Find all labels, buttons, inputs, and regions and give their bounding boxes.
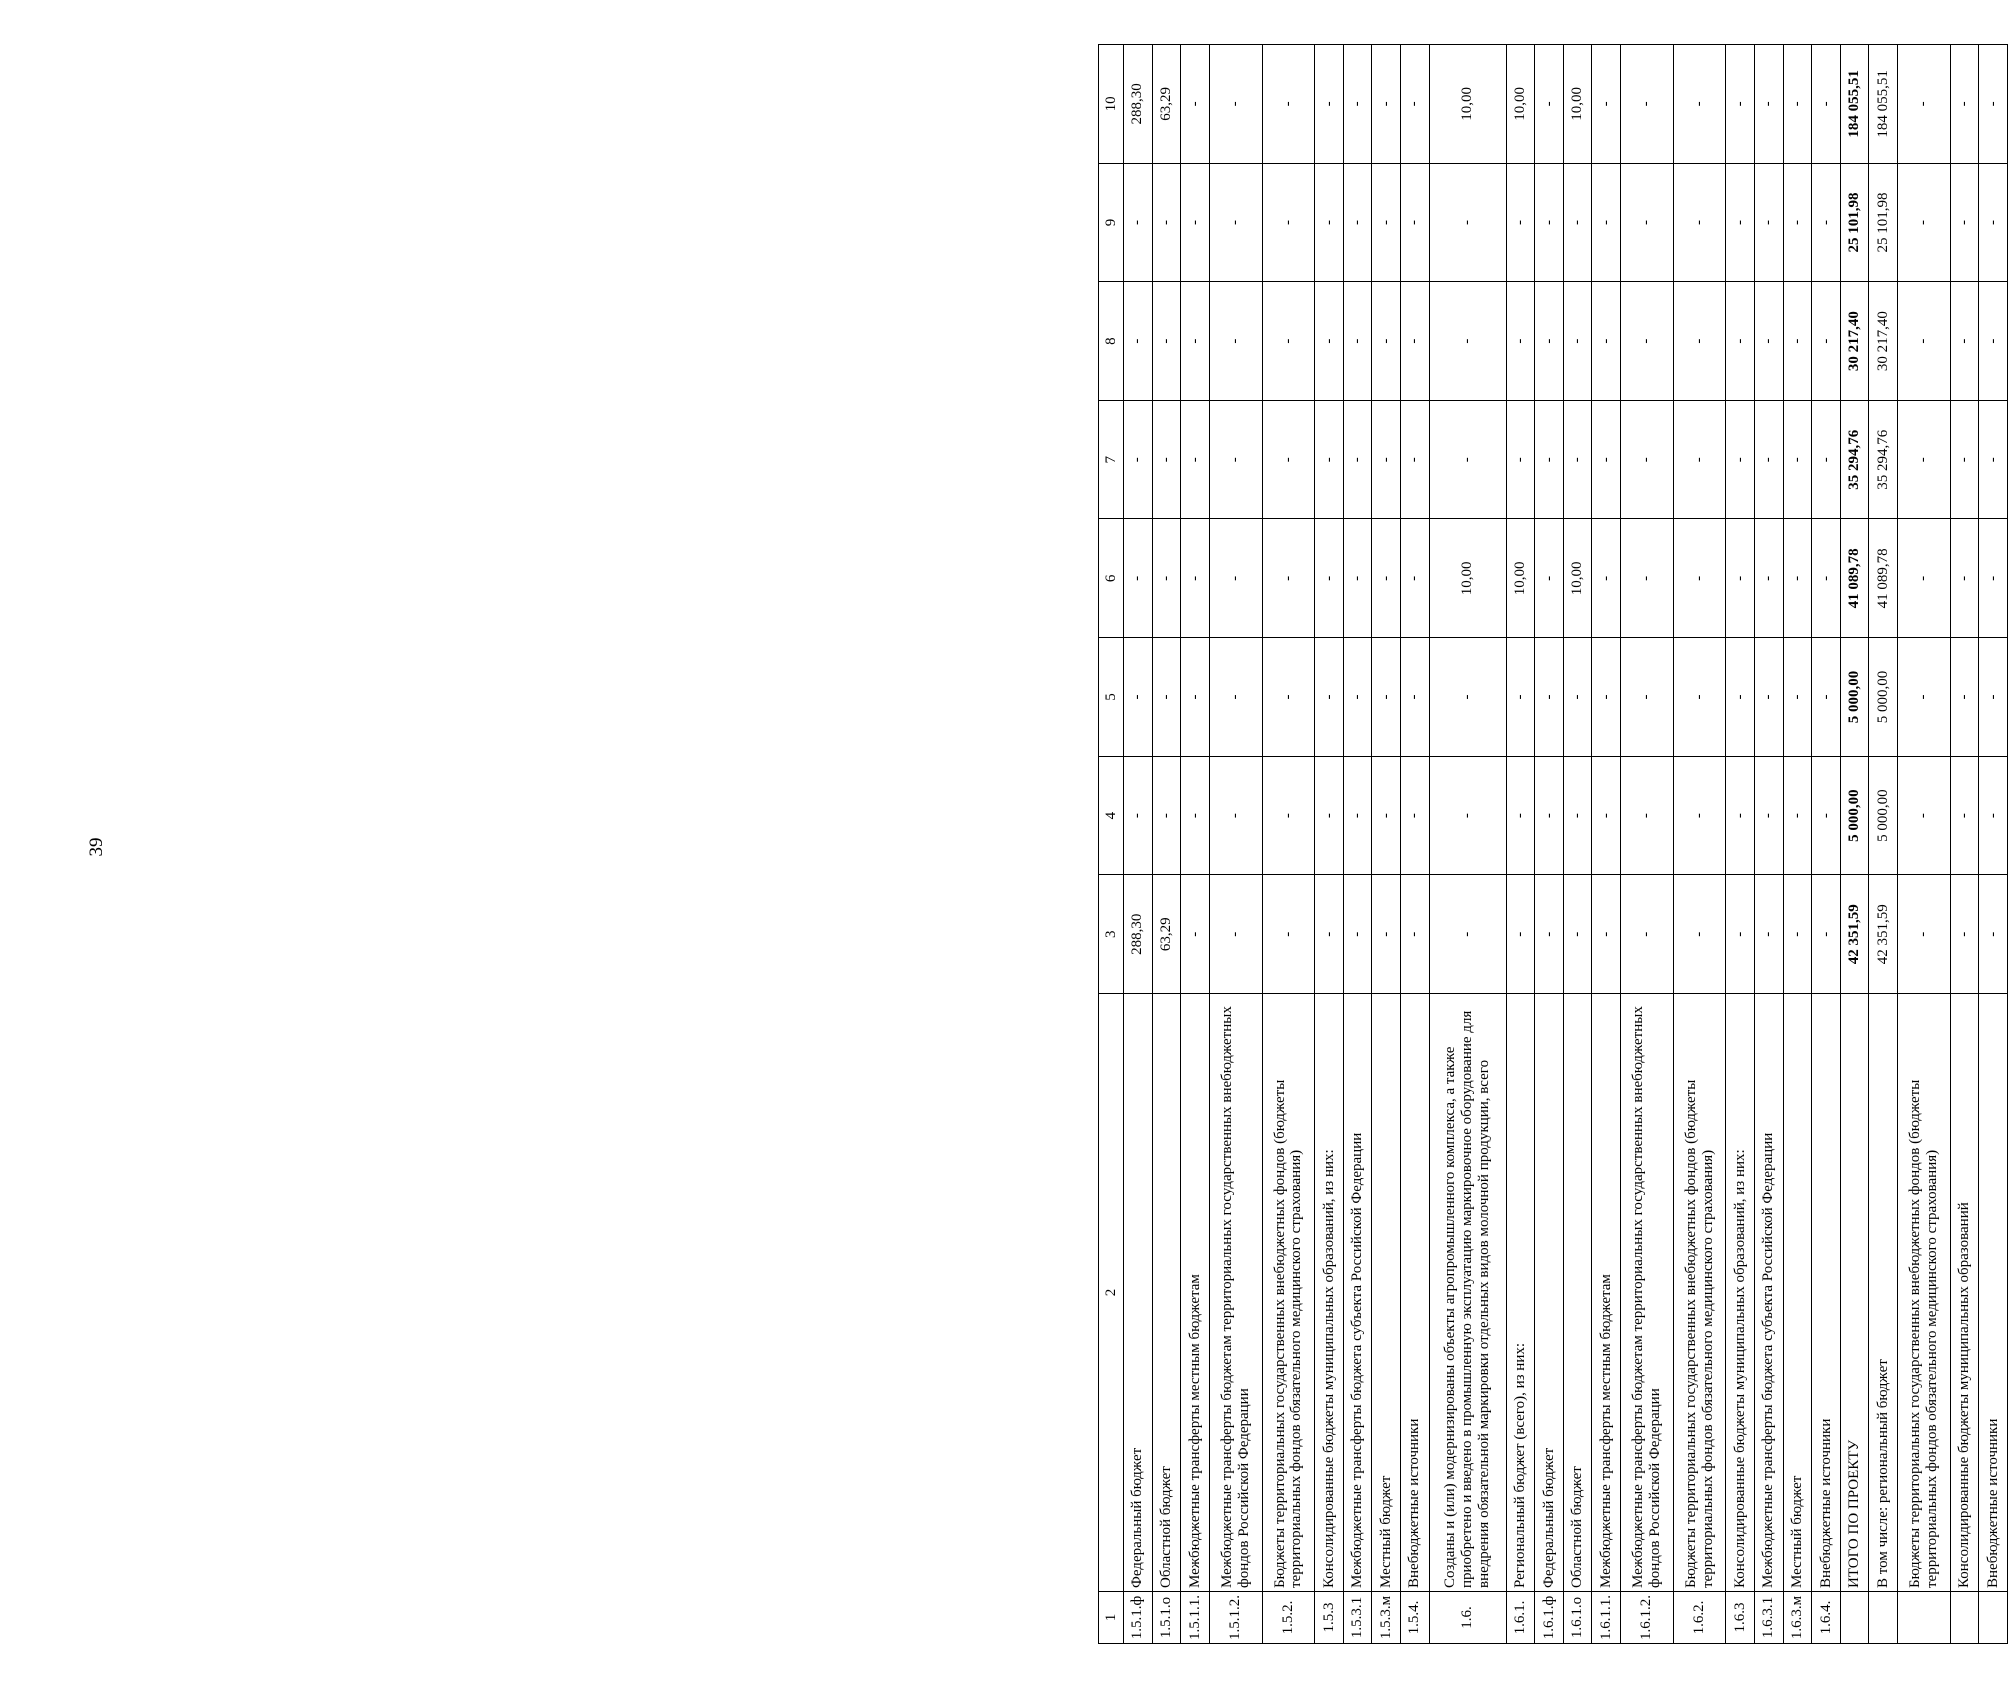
- value-cell: 41 089,78: [1869, 519, 1898, 638]
- table-row: [1840, 45, 1869, 1644]
- value-cell: -: [1726, 638, 1755, 757]
- row-code-cell: 1.5.3.1: [1343, 1592, 1372, 1644]
- value-cell: 10,00: [1429, 519, 1506, 638]
- value-cell: -: [1592, 163, 1621, 282]
- row-code-cell: 1.5.3: [1315, 1592, 1344, 1644]
- value-cell: -: [1673, 875, 1726, 994]
- value-cell: 184 055,51: [1840, 45, 1869, 164]
- value-cell: -: [1429, 875, 1506, 994]
- value-cell: -: [1726, 756, 1755, 875]
- row-name-cell: Межбюджетные трансферты бюджетам территориальных государственных внебюджетных фондов Российской Федерации: [1209, 994, 1262, 1592]
- value-cell: -: [1535, 400, 1564, 519]
- value-cell: -: [1209, 875, 1262, 994]
- value-cell: 35 294,76: [1840, 400, 1869, 519]
- value-cell: -: [1372, 756, 1401, 875]
- value-cell: -: [1592, 282, 1621, 401]
- value-cell: -: [1181, 638, 1210, 757]
- value-cell: -: [1209, 519, 1262, 638]
- value-cell: -: [1535, 875, 1564, 994]
- value-cell: -: [1726, 282, 1755, 401]
- row-name-cell: Региональный бюджет (всего), из них:: [1506, 994, 1535, 1592]
- value-cell: -: [1315, 519, 1344, 638]
- value-cell: -: [1673, 400, 1726, 519]
- table-row: [1897, 45, 1950, 1644]
- value-cell: -: [1673, 756, 1726, 875]
- value-cell: -: [1372, 45, 1401, 164]
- value-cell: -: [1673, 45, 1726, 164]
- value-cell: -: [1429, 282, 1506, 401]
- value-cell: -: [1897, 163, 1950, 282]
- value-cell: -: [1124, 163, 1153, 282]
- table-row: [1401, 45, 1430, 1644]
- value-cell: -: [1535, 638, 1564, 757]
- value-cell: -: [1620, 45, 1673, 164]
- table-row: [1535, 45, 1564, 1644]
- row-code-cell: 1.5.1.2.: [1209, 1592, 1262, 1644]
- value-cell: -: [1783, 45, 1812, 164]
- value-cell: -: [1897, 45, 1950, 164]
- row-code-cell: 1.6.1.1.: [1592, 1592, 1621, 1644]
- row-name-cell: Местный бюджет: [1783, 994, 1812, 1592]
- value-cell: 30 217,40: [1869, 282, 1898, 401]
- row-code-cell: 1.6.1.2.: [1620, 1592, 1673, 1644]
- column-header-8: 8: [1099, 282, 1124, 401]
- value-cell: -: [1152, 163, 1181, 282]
- row-name-cell: Бюджеты территориальных государственных внебюджетных фондов (бюджеты территориальных фондов обязательного медицинского страхования): [1897, 994, 1950, 1592]
- value-cell: -: [1812, 519, 1841, 638]
- table-row: [1620, 45, 1673, 1644]
- row-code-cell: 1.6.4.: [1812, 1592, 1841, 1644]
- value-cell: -: [1620, 875, 1673, 994]
- value-cell: 5 000,00: [1840, 756, 1869, 875]
- value-cell: -: [1979, 45, 2008, 164]
- value-cell: -: [1315, 875, 1344, 994]
- value-cell: -: [1620, 282, 1673, 401]
- row-name-cell: Бюджеты территориальных государственных внебюджетных фондов (бюджеты территориальных фондов обязательного медицинского страхования): [1673, 994, 1726, 1592]
- value-cell: 5 000,00: [1840, 638, 1869, 757]
- value-cell: -: [1181, 875, 1210, 994]
- value-cell: -: [1401, 282, 1430, 401]
- table-row: [1673, 45, 1726, 1644]
- value-cell: -: [1783, 400, 1812, 519]
- value-cell: -: [1181, 282, 1210, 401]
- value-cell: 30 217,40: [1840, 282, 1869, 401]
- value-cell: -: [1783, 875, 1812, 994]
- value-cell: -: [1812, 282, 1841, 401]
- value-cell: -: [1124, 756, 1153, 875]
- value-cell: -: [1535, 282, 1564, 401]
- value-cell: -: [1950, 756, 1979, 875]
- value-cell: 5 000,00: [1869, 638, 1898, 757]
- value-cell: -: [1401, 519, 1430, 638]
- value-cell: -: [1897, 638, 1950, 757]
- row-name-cell: Консолидированные бюджеты муниципальных образований, из них:: [1726, 994, 1755, 1592]
- table-row: [1181, 45, 1210, 1644]
- value-cell: -: [1343, 756, 1372, 875]
- value-cell: -: [1262, 163, 1315, 282]
- value-cell: -: [1506, 756, 1535, 875]
- value-cell: -: [1401, 638, 1430, 757]
- value-cell: -: [1950, 282, 1979, 401]
- value-cell: -: [1535, 756, 1564, 875]
- value-cell: -: [1262, 875, 1315, 994]
- value-cell: -: [1726, 519, 1755, 638]
- value-cell: -: [1506, 875, 1535, 994]
- value-cell: -: [1152, 519, 1181, 638]
- value-cell: -: [1343, 282, 1372, 401]
- value-cell: -: [1401, 163, 1430, 282]
- value-cell: -: [1755, 519, 1784, 638]
- value-cell: -: [1950, 163, 1979, 282]
- value-cell: -: [1506, 163, 1535, 282]
- value-cell: -: [1755, 163, 1784, 282]
- value-cell: -: [1152, 756, 1181, 875]
- value-cell: 10,00: [1563, 45, 1592, 164]
- table-row: [1755, 45, 1784, 1644]
- value-cell: -: [1372, 400, 1401, 519]
- row-code-cell: 1.6.2.: [1673, 1592, 1726, 1644]
- row-name-cell: Межбюджетные трансферты бюджета субъекта Российской Федерации: [1755, 994, 1784, 1592]
- value-cell: -: [1315, 400, 1344, 519]
- value-cell: -: [1755, 400, 1784, 519]
- value-cell: -: [1343, 400, 1372, 519]
- value-cell: -: [1950, 638, 1979, 757]
- budget-table: [1098, 44, 2008, 1644]
- row-name-cell: Областной бюджет: [1152, 994, 1181, 1592]
- value-cell: -: [1950, 875, 1979, 994]
- value-cell: -: [1979, 756, 2008, 875]
- value-cell: -: [1755, 282, 1784, 401]
- row-name-cell: Областной бюджет: [1563, 994, 1592, 1592]
- value-cell: -: [1592, 519, 1621, 638]
- value-cell: 42 351,59: [1869, 875, 1898, 994]
- value-cell: -: [1563, 163, 1592, 282]
- row-name-cell: Межбюджетные трансферты бюджета субъекта Российской Федерации: [1343, 994, 1372, 1592]
- value-cell: -: [1343, 519, 1372, 638]
- row-name-cell: Межбюджетные трансферты бюджетам территориальных государственных внебюджетных фондов Российской Федерации: [1620, 994, 1673, 1592]
- column-header-4: 4: [1099, 756, 1124, 875]
- row-code-cell: 1.5.2.: [1262, 1592, 1315, 1644]
- value-cell: -: [1181, 163, 1210, 282]
- value-cell: -: [1620, 638, 1673, 757]
- value-cell: -: [1315, 756, 1344, 875]
- table-row: [1783, 45, 1812, 1644]
- table-row: [1812, 45, 1841, 1644]
- value-cell: -: [1535, 45, 1564, 164]
- row-name-cell: Консолидированные бюджеты муниципальных образований: [1950, 994, 1979, 1592]
- value-cell: -: [1755, 45, 1784, 164]
- value-cell: -: [1783, 163, 1812, 282]
- value-cell: -: [1897, 282, 1950, 401]
- value-cell: -: [1592, 756, 1621, 875]
- value-cell: -: [1950, 400, 1979, 519]
- value-cell: -: [1372, 163, 1401, 282]
- value-cell: -: [1401, 45, 1430, 164]
- value-cell: -: [1506, 638, 1535, 757]
- value-cell: -: [1262, 45, 1315, 164]
- value-cell: -: [1401, 400, 1430, 519]
- value-cell: -: [1209, 638, 1262, 757]
- value-cell: 63,29: [1152, 875, 1181, 994]
- value-cell: -: [1620, 400, 1673, 519]
- page-number: 39: [86, 837, 107, 857]
- value-cell: -: [1979, 875, 2008, 994]
- value-cell: -: [1535, 519, 1564, 638]
- table-row: [1152, 45, 1181, 1644]
- row-name-cell: Созданы и (или) модернизированы объекты агропромышленного комплекса, а также приобретено и введено в промышленную эксплуатацию маркировочное оборудование для внедрения обязательной маркировки отдельных видов молочной продукции, всего: [1429, 994, 1506, 1592]
- value-cell: 42 351,59: [1840, 875, 1869, 994]
- row-code-cell: 1.6.1.ф: [1535, 1592, 1564, 1644]
- budget-table-container: [1098, 44, 2008, 1644]
- value-cell: -: [1726, 163, 1755, 282]
- value-cell: -: [1343, 45, 1372, 164]
- value-cell: -: [1592, 638, 1621, 757]
- value-cell: -: [1897, 756, 1950, 875]
- value-cell: -: [1209, 756, 1262, 875]
- row-name-cell: Федеральный бюджет: [1124, 994, 1153, 1592]
- value-cell: -: [1812, 45, 1841, 164]
- value-cell: -: [1401, 756, 1430, 875]
- value-cell: -: [1372, 282, 1401, 401]
- value-cell: -: [1506, 282, 1535, 401]
- row-code-cell: [1950, 1592, 1979, 1644]
- value-cell: -: [1343, 638, 1372, 757]
- row-code-cell: 1.6.1.: [1506, 1592, 1535, 1644]
- value-cell: -: [1812, 875, 1841, 994]
- value-cell: -: [1755, 875, 1784, 994]
- row-code-cell: 1.6.1.о: [1563, 1592, 1592, 1644]
- row-code-cell: 1.6.3.1: [1755, 1592, 1784, 1644]
- value-cell: 41 089,78: [1840, 519, 1869, 638]
- value-cell: -: [1783, 519, 1812, 638]
- value-cell: -: [1262, 638, 1315, 757]
- value-cell: -: [1152, 400, 1181, 519]
- row-code-cell: 1.6.3: [1726, 1592, 1755, 1644]
- column-header-9: 9: [1099, 163, 1124, 282]
- value-cell: 10,00: [1563, 519, 1592, 638]
- value-cell: -: [1124, 400, 1153, 519]
- row-code-cell: 1.6.3.м: [1783, 1592, 1812, 1644]
- value-cell: -: [1592, 400, 1621, 519]
- row-name-cell: Межбюджетные трансферты местным бюджетам: [1181, 994, 1210, 1592]
- value-cell: -: [1755, 638, 1784, 757]
- value-cell: -: [1563, 282, 1592, 401]
- value-cell: -: [1262, 756, 1315, 875]
- value-cell: 10,00: [1506, 45, 1535, 164]
- value-cell: 288,30: [1124, 875, 1153, 994]
- column-header-3: 3: [1099, 875, 1124, 994]
- value-cell: -: [1152, 638, 1181, 757]
- value-cell: -: [1181, 756, 1210, 875]
- value-cell: -: [1124, 519, 1153, 638]
- value-cell: -: [1673, 638, 1726, 757]
- row-name-cell: Бюджеты территориальных государственных внебюджетных фондов (бюджеты территориальных фондов обязательного медицинского страхования): [1262, 994, 1315, 1592]
- row-code-cell: [1979, 1592, 2008, 1644]
- value-cell: 10,00: [1506, 519, 1535, 638]
- value-cell: -: [1950, 519, 1979, 638]
- value-cell: 63,29: [1152, 45, 1181, 164]
- row-name-cell: Внебюджетные источники: [1812, 994, 1841, 1592]
- value-cell: -: [1897, 519, 1950, 638]
- table-row: [1506, 45, 1535, 1644]
- row-code-cell: 1.5.1.ф: [1124, 1592, 1153, 1644]
- value-cell: -: [1812, 756, 1841, 875]
- value-cell: 288,30: [1124, 45, 1153, 164]
- value-cell: -: [1124, 638, 1153, 757]
- value-cell: -: [1979, 400, 2008, 519]
- row-code-cell: 1.5.4.: [1401, 1592, 1430, 1644]
- row-name-cell: ИТОГО ПО ПРОЕКТУ: [1840, 994, 1869, 1592]
- table-row: [1979, 45, 2008, 1644]
- value-cell: -: [1429, 400, 1506, 519]
- value-cell: -: [1262, 519, 1315, 638]
- value-cell: 5 000,00: [1869, 756, 1898, 875]
- row-name-cell: Местный бюджет: [1372, 994, 1401, 1592]
- column-header-1: 1: [1099, 1592, 1124, 1644]
- value-cell: -: [1343, 163, 1372, 282]
- row-code-cell: [1897, 1592, 1950, 1644]
- table-row: [1124, 45, 1153, 1644]
- value-cell: -: [1620, 163, 1673, 282]
- row-code-cell: 1.5.1.1.: [1181, 1592, 1210, 1644]
- value-cell: -: [1372, 519, 1401, 638]
- table-row: [1950, 45, 1979, 1644]
- value-cell: -: [1726, 45, 1755, 164]
- value-cell: -: [1620, 519, 1673, 638]
- value-cell: 184 055,51: [1869, 45, 1898, 164]
- table-row: [1726, 45, 1755, 1644]
- table-row: [1869, 45, 1898, 1644]
- table-row: [1315, 45, 1344, 1644]
- value-cell: -: [1812, 400, 1841, 519]
- value-cell: 10,00: [1429, 45, 1506, 164]
- column-header-10: 10: [1099, 45, 1124, 164]
- value-cell: -: [1563, 756, 1592, 875]
- row-code-cell: 1.5.1.о: [1152, 1592, 1181, 1644]
- value-cell: -: [1535, 163, 1564, 282]
- value-cell: -: [1812, 638, 1841, 757]
- table-row: [1592, 45, 1621, 1644]
- row-code-cell: 1.6.: [1429, 1592, 1506, 1644]
- value-cell: -: [1620, 756, 1673, 875]
- value-cell: -: [1401, 875, 1430, 994]
- value-cell: -: [1726, 400, 1755, 519]
- row-name-cell: В том числе: региональный бюджет: [1869, 994, 1898, 1592]
- value-cell: -: [1506, 400, 1535, 519]
- column-header-5: 5: [1099, 638, 1124, 757]
- value-cell: -: [1673, 282, 1726, 401]
- value-cell: -: [1181, 45, 1210, 164]
- value-cell: -: [1315, 45, 1344, 164]
- row-name-cell: Межбюджетные трансферты местным бюджетам: [1592, 994, 1621, 1592]
- value-cell: -: [1209, 163, 1262, 282]
- value-cell: 25 101,98: [1840, 163, 1869, 282]
- value-cell: -: [1897, 875, 1950, 994]
- row-code-cell: 1.5.3.м: [1372, 1592, 1401, 1644]
- row-name-cell: Внебюджетные источники: [1401, 994, 1430, 1592]
- value-cell: -: [1673, 519, 1726, 638]
- value-cell: -: [1181, 519, 1210, 638]
- value-cell: -: [1783, 638, 1812, 757]
- table-header-row: [1099, 45, 1124, 1644]
- value-cell: -: [1429, 756, 1506, 875]
- value-cell: -: [1897, 400, 1950, 519]
- value-cell: -: [1152, 282, 1181, 401]
- value-cell: 25 101,98: [1869, 163, 1898, 282]
- value-cell: -: [1372, 875, 1401, 994]
- value-cell: -: [1812, 163, 1841, 282]
- column-header-6: 6: [1099, 519, 1124, 638]
- value-cell: -: [1783, 282, 1812, 401]
- column-header-2: 2: [1099, 994, 1124, 1592]
- value-cell: -: [1315, 638, 1344, 757]
- value-cell: -: [1979, 282, 2008, 401]
- value-cell: -: [1783, 756, 1812, 875]
- value-cell: -: [1592, 875, 1621, 994]
- value-cell: -: [1429, 163, 1506, 282]
- value-cell: -: [1262, 282, 1315, 401]
- value-cell: -: [1726, 875, 1755, 994]
- value-cell: -: [1315, 282, 1344, 401]
- value-cell: -: [1979, 519, 2008, 638]
- table-row: [1209, 45, 1262, 1644]
- value-cell: -: [1563, 638, 1592, 757]
- table-row: [1343, 45, 1372, 1644]
- value-cell: -: [1124, 282, 1153, 401]
- value-cell: -: [1315, 163, 1344, 282]
- value-cell: -: [1343, 875, 1372, 994]
- value-cell: -: [1209, 400, 1262, 519]
- row-name-cell: Федеральный бюджет: [1535, 994, 1564, 1592]
- value-cell: -: [1592, 45, 1621, 164]
- table-row: [1372, 45, 1401, 1644]
- value-cell: 35 294,76: [1869, 400, 1898, 519]
- value-cell: -: [1209, 45, 1262, 164]
- column-header-7: 7: [1099, 400, 1124, 519]
- table-body: [1124, 45, 2008, 1644]
- value-cell: -: [1563, 875, 1592, 994]
- value-cell: -: [1755, 756, 1784, 875]
- value-cell: -: [1979, 163, 2008, 282]
- table-row: [1429, 45, 1506, 1644]
- value-cell: -: [1209, 282, 1262, 401]
- table-row: [1262, 45, 1315, 1644]
- row-code-cell: [1840, 1592, 1869, 1644]
- value-cell: -: [1429, 638, 1506, 757]
- row-name-cell: Внебюджетные источники: [1979, 994, 2008, 1592]
- value-cell: -: [1979, 638, 2008, 757]
- value-cell: -: [1372, 638, 1401, 757]
- row-name-cell: Консолидированные бюджеты муниципальных образований, из них:: [1315, 994, 1344, 1592]
- value-cell: -: [1950, 45, 1979, 164]
- row-code-cell: [1869, 1592, 1898, 1644]
- value-cell: -: [1673, 163, 1726, 282]
- value-cell: -: [1563, 400, 1592, 519]
- table-row: [1563, 45, 1592, 1644]
- value-cell: -: [1262, 400, 1315, 519]
- value-cell: -: [1181, 400, 1210, 519]
